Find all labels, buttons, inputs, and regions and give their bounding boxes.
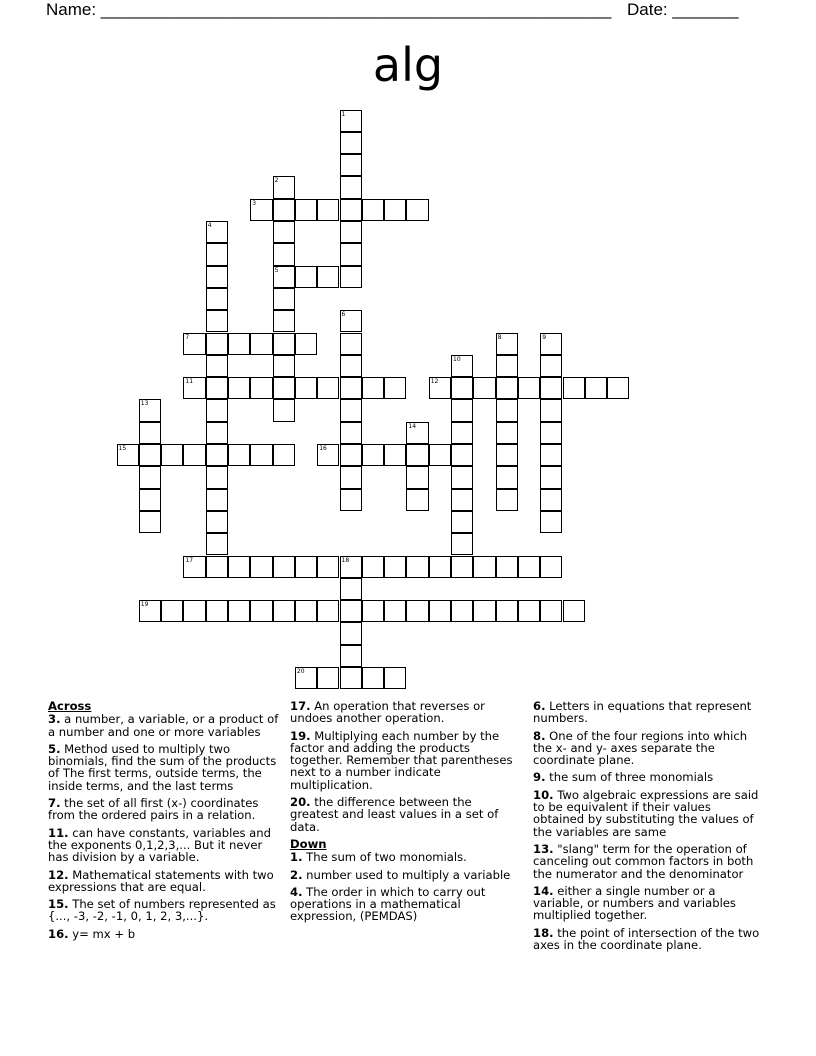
grid-cell[interactable]	[206, 355, 228, 377]
cell-number: 19	[140, 601, 149, 609]
clue-down-1: 1. The sum of two monomials.	[290, 850, 467, 865]
grid-cell[interactable]	[451, 355, 473, 377]
grid-cell[interactable]	[429, 377, 451, 399]
cell-number: 16	[319, 445, 327, 452]
grid-cell[interactable]	[206, 333, 228, 355]
grid-cell[interactable]	[340, 355, 362, 377]
grid-cell[interactable]	[340, 578, 362, 600]
clue-across-12: 12. Mathematical statements with two expressions that are equal.	[48, 867, 274, 894]
grid-cell[interactable]	[496, 355, 518, 377]
clue-across-20: 20. the difference between the greatest and least values in a set of data.	[290, 795, 499, 834]
grid-cell[interactable]	[451, 399, 473, 421]
grid-cell[interactable]	[563, 377, 585, 399]
cell-number: 20	[296, 668, 305, 675]
cell-number: 15	[118, 445, 127, 452]
grid-cell[interactable]	[206, 444, 228, 466]
grid-cell[interactable]	[518, 600, 540, 622]
cell-number: 2	[274, 177, 279, 185]
grid-cell[interactable]	[540, 444, 562, 466]
grid-cell[interactable]	[273, 176, 295, 198]
grid-cell[interactable]	[518, 377, 540, 399]
grid-cell[interactable]	[340, 243, 362, 265]
grid-cell[interactable]	[206, 399, 228, 421]
clue-across-19: 19. Multiplying each number by the factor and adding the products together. Remember that parentheses next to a number indicate multiplication.	[290, 728, 513, 792]
grid-cell[interactable]	[295, 667, 317, 689]
grid-cell[interactable]	[206, 310, 228, 332]
grid-cell[interactable]	[607, 377, 629, 399]
grid-cell[interactable]	[273, 310, 295, 332]
grid-cell[interactable]	[384, 444, 406, 466]
grid-cell[interactable]	[206, 533, 228, 555]
grid-cell[interactable]	[384, 667, 406, 689]
grid-cell[interactable]	[406, 466, 428, 488]
clue-down-10: 10. Two algebraic expressions are said to be equivalent if their values obtained by substituting the values of the variables are same	[533, 787, 759, 839]
grid-cell[interactable]	[273, 333, 295, 355]
grid-cell[interactable]	[362, 600, 384, 622]
grid-cell[interactable]	[206, 489, 228, 511]
grid-cell[interactable]	[496, 489, 518, 511]
grid-cell[interactable]	[451, 422, 473, 444]
grid-cell[interactable]	[139, 466, 161, 488]
grid-cell[interactable]	[206, 243, 228, 265]
clue-down-18: 18. the point of intersection of the two axes in the coordinate plane.	[533, 925, 760, 953]
grid-cell[interactable]	[139, 489, 161, 511]
grid-cell[interactable]	[540, 399, 562, 421]
grid-cell[interactable]	[362, 199, 384, 221]
grid-cell[interactable]	[206, 288, 228, 310]
cell-number: 1	[341, 110, 346, 118]
grid-cell[interactable]	[340, 266, 362, 288]
cell-number: 13	[140, 400, 149, 408]
grid-cell[interactable]	[183, 600, 205, 622]
grid-cell[interactable]	[451, 489, 473, 511]
grid-cell[interactable]	[139, 444, 161, 466]
grid-cell[interactable]	[496, 333, 518, 355]
grid-cell[interactable]	[317, 377, 339, 399]
grid-cell[interactable]	[429, 600, 451, 622]
clue-down-2: 2. number used to multiply a variable	[290, 867, 511, 882]
grid-cell[interactable]	[206, 422, 228, 444]
grid-cell[interactable]	[340, 176, 362, 198]
grid-cell[interactable]	[496, 600, 518, 622]
cell-number: 10	[453, 355, 461, 363]
grid-cell[interactable]	[206, 600, 228, 622]
grid-cell[interactable]	[473, 600, 495, 622]
grid-cell[interactable]	[496, 466, 518, 488]
grid-cell[interactable]	[451, 377, 473, 399]
grid-cell[interactable]	[384, 377, 406, 399]
clue-down-4: 4. The order in which to carry out operations in a mathematical expression, (PEMDAS)	[290, 884, 486, 924]
grid-cell[interactable]	[206, 221, 228, 243]
grid-cell[interactable]	[406, 199, 428, 221]
grid-cell[interactable]	[340, 310, 362, 332]
grid-cell[interactable]	[473, 377, 495, 399]
grid-cell[interactable]	[183, 377, 205, 399]
grid-cell[interactable]	[340, 333, 362, 355]
grid-cell[interactable]	[362, 444, 384, 466]
grid-cell[interactable]	[206, 266, 228, 288]
clue-down-8: 8. One of the four regions into which the x- and y- axes separate the coordinate plane.	[533, 728, 748, 768]
grid-cell[interactable]	[429, 444, 451, 466]
grid-cell[interactable]	[406, 444, 428, 466]
grid-cell[interactable]	[228, 600, 250, 622]
grid-cell[interactable]	[228, 556, 250, 578]
grid-cell[interactable]	[362, 377, 384, 399]
grid-cell[interactable]	[496, 444, 518, 466]
grid-cell[interactable]	[406, 556, 428, 578]
grid-cell[interactable]	[117, 444, 139, 466]
grid-cell[interactable]	[139, 399, 161, 421]
clue-across-7: 7. the set of all first (x-) coordinates from the ordered pairs in a relation.	[48, 796, 259, 823]
grid-cell[interactable]	[317, 600, 339, 622]
cell-number: 17	[185, 556, 194, 564]
clues-column-3	[533, 700, 765, 956]
grid-cell[interactable]	[340, 466, 362, 488]
grid-cell[interactable]	[273, 600, 295, 622]
grid-cell[interactable]	[273, 399, 295, 421]
grid-cell[interactable]	[496, 377, 518, 399]
grid-cell[interactable]	[183, 444, 205, 466]
grid-cell[interactable]	[250, 444, 272, 466]
grid-cell[interactable]	[250, 600, 272, 622]
grid-cell[interactable]	[384, 199, 406, 221]
grid-cell[interactable]	[540, 511, 562, 533]
grid-cell[interactable]	[228, 333, 250, 355]
grid-cell[interactable]	[406, 600, 428, 622]
cell-number: 6	[341, 311, 346, 319]
grid-cell[interactable]	[139, 600, 161, 622]
grid-cell[interactable]	[540, 422, 562, 444]
clues-column-1	[48, 700, 280, 945]
grid-cell[interactable]	[540, 377, 562, 399]
grid-cell[interactable]	[295, 266, 317, 288]
grid-cell[interactable]	[340, 377, 362, 399]
grid-cell[interactable]	[273, 288, 295, 310]
grid-cell[interactable]	[273, 199, 295, 221]
clues-column-2	[290, 700, 520, 928]
grid-cell[interactable]	[585, 377, 607, 399]
grid-cell[interactable]	[340, 556, 362, 578]
grid-cell[interactable]	[250, 556, 272, 578]
cell-number: 9	[542, 333, 547, 341]
clue-across-15: 15. The set of numbers represented as {..., -3, -2, -1, 0, 1, 2, 3,...}.	[48, 897, 276, 924]
cell-number: 7	[185, 333, 190, 341]
grid-cell[interactable]	[340, 622, 362, 644]
grid-cell[interactable]	[206, 377, 228, 399]
grid-cell[interactable]	[161, 600, 183, 622]
grid-cell[interactable]	[340, 221, 362, 243]
grid-cell[interactable]	[273, 355, 295, 377]
cell-number: 8	[497, 333, 502, 341]
grid-cell[interactable]	[139, 422, 161, 444]
cell-number: 12	[430, 378, 439, 386]
grid-cell[interactable]	[540, 466, 562, 488]
cell-number: 18	[341, 556, 350, 564]
grid-cell[interactable]	[206, 556, 228, 578]
grid-cell[interactable]	[317, 199, 339, 221]
grid-cell[interactable]	[340, 645, 362, 667]
clue-across-3: 3. a number, a variable, or a product of a number and one or more variables	[48, 712, 279, 739]
grid-cell[interactable]	[295, 600, 317, 622]
grid-cell[interactable]	[496, 556, 518, 578]
across-heading: Across	[48, 699, 92, 713]
grid-cell[interactable]	[273, 243, 295, 265]
grid-cell[interactable]	[273, 444, 295, 466]
grid-cell[interactable]	[273, 266, 295, 288]
grid-cell[interactable]	[250, 333, 272, 355]
grid-cell[interactable]	[295, 377, 317, 399]
grid-cell[interactable]	[473, 556, 495, 578]
grid-cell[interactable]	[340, 667, 362, 689]
grid-cell[interactable]	[384, 556, 406, 578]
grid-cell[interactable]	[250, 377, 272, 399]
clue-across-11: 11. can have constants, variables and the exponents 0,1,2,3,... But it never has division by a variable.	[48, 825, 271, 865]
clue-down-14: 14. either a single number or a variable, or numbers and variables multiplied together.	[533, 883, 736, 923]
grid-cell[interactable]	[228, 444, 250, 466]
grid-cell[interactable]	[496, 422, 518, 444]
grid-cell[interactable]	[295, 556, 317, 578]
grid-cell[interactable]	[406, 489, 428, 511]
grid-cell[interactable]	[496, 399, 518, 421]
grid-cell[interactable]	[340, 154, 362, 176]
grid-cell[interactable]	[451, 466, 473, 488]
clue-down-9: 9. the sum of three monomials	[533, 770, 714, 785]
grid-cell[interactable]	[295, 333, 317, 355]
grid-cell[interactable]	[451, 444, 473, 466]
grid-cell[interactable]	[384, 600, 406, 622]
grid-cell[interactable]	[139, 511, 161, 533]
grid-cell[interactable]	[273, 377, 295, 399]
cell-number: 3	[252, 199, 257, 207]
cell-number: 5	[274, 266, 279, 274]
grid-cell[interactable]	[161, 444, 183, 466]
grid-cell[interactable]	[340, 444, 362, 466]
grid-cell[interactable]	[518, 556, 540, 578]
grid-cell[interactable]	[362, 556, 384, 578]
grid-cell[interactable]	[451, 533, 473, 555]
name-field: Name: ______________________________________________________	[46, 0, 612, 19]
grid-cell[interactable]	[183, 556, 205, 578]
grid-cell[interactable]	[340, 132, 362, 154]
cell-number: 4	[207, 222, 212, 229]
grid-cell[interactable]	[295, 199, 317, 221]
grid-cell[interactable]	[317, 556, 339, 578]
clue-down-6: 6. Letters in equations that represent numbers.	[533, 699, 752, 726]
grid-cell[interactable]	[317, 444, 339, 466]
clue-down-13: 13. "slang" term for the operation of canceling out common factors in both the numerator and the denominator	[533, 841, 754, 881]
grid-cell[interactable]	[540, 489, 562, 511]
grid-cell[interactable]	[250, 199, 272, 221]
grid-cell[interactable]	[340, 422, 362, 444]
clue-across-17: 17. An operation that reverses or undoes another operation.	[290, 699, 485, 726]
grid-cell[interactable]	[540, 333, 562, 355]
grid-cell[interactable]	[451, 600, 473, 622]
grid-cell[interactable]	[406, 422, 428, 444]
down-heading: Down	[290, 836, 327, 851]
grid-cell[interactable]	[317, 266, 339, 288]
grid-cell[interactable]	[563, 600, 585, 622]
grid-cell[interactable]	[206, 466, 228, 488]
grid-cell[interactable]	[451, 511, 473, 533]
grid-cell[interactable]	[451, 556, 473, 578]
grid-cell[interactable]	[340, 110, 362, 132]
grid-cell[interactable]	[340, 199, 362, 221]
grid-cell[interactable]	[540, 600, 562, 622]
grid-cell[interactable]	[273, 556, 295, 578]
grid-cell[interactable]	[429, 556, 451, 578]
clue-across-16: 16. y= mx + b	[48, 926, 136, 941]
grid-cell[interactable]	[340, 489, 362, 511]
grid-cell[interactable]	[317, 667, 339, 689]
date-field: Date: _______	[627, 0, 739, 19]
grid-cell[interactable]	[540, 355, 562, 377]
grid-cell[interactable]	[228, 377, 250, 399]
grid-cell[interactable]	[340, 600, 362, 622]
clue-across-5: 5. Method used to multiply two binomials, find the sum of the products of The first terms, outside terms, the inside terms, and the last terms	[48, 741, 277, 793]
grid-cell[interactable]	[183, 333, 205, 355]
grid-cell[interactable]	[206, 511, 228, 533]
grid-cell[interactable]	[273, 221, 295, 243]
cell-number: 14	[408, 422, 417, 430]
grid-cell[interactable]	[540, 556, 562, 578]
page-title: alg	[372, 38, 444, 92]
grid-cell[interactable]	[340, 399, 362, 421]
grid-cell[interactable]	[362, 667, 384, 689]
cell-number: 11	[185, 378, 194, 386]
